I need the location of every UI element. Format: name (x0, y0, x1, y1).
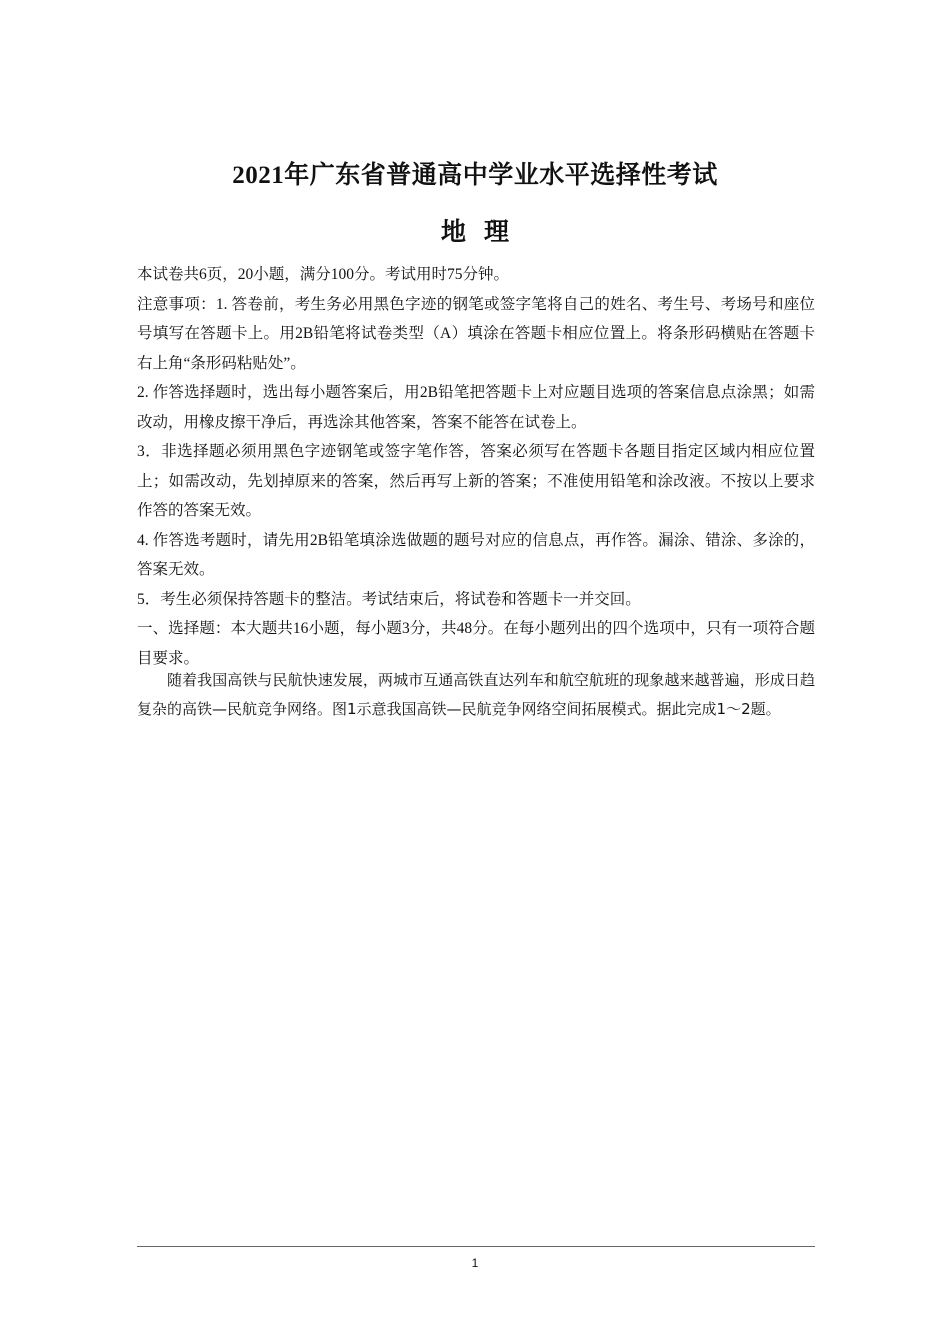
rule-item: 3．非选择题必须用黑色字迹钢笔或签字笔作答，答案必须写在答题卡各题目指定区域内相应位置上；如需改动，先划掉原来的答案，然后再写上新的答案；不准使用铅笔和涂改液。不按以上要求作答的答案无效。 (137, 443, 815, 519)
subject-heading: 地理 (440, 219, 527, 246)
passage-text: 随着我国高铁与民航快速发展，两城市互通高铁直达列车和航空航班的现象越来越普遍，形成日趋复杂的高铁—民航竞争网络。图1示意我国高铁—民航竞争网络空间拓展模式。据此完成1～2题。 (137, 671, 815, 718)
page-number: 1 (471, 1256, 479, 1270)
rule-item: 2. 作答选择题时，选出每小题答案后，用2B铅笔把答题卡上对应题目选项的答案信息点涂黑；如需改动，用橡皮擦干净后，再选涂其他答案，答案不能答在试卷上。 (137, 384, 815, 431)
footer-divider (137, 1246, 815, 1247)
section-heading: 一、选择题：本大题共16小题，每小题3分，共48分。在每小题列出的四个选项中，只有一项符合题目要求。 (137, 620, 815, 667)
exam-title: 2021年广东省普通高中学业水平选择性考试 (232, 162, 718, 189)
instructions-block (137, 260, 815, 673)
intro-line: 本试卷共6页，20小题，满分100分。考试用时75分钟。 (137, 266, 510, 283)
question-passage (137, 666, 815, 723)
rule-item: 5．考生必须保持答题卡的整洁。考试结束后，将试卷和答题卡一并交回。 (137, 590, 641, 608)
notice-paragraph: 注意事项：1. 答卷前，考生务必用黑色字迹的钢笔或签字笔将自己的姓名、考生号、考场号和座位号填写在答题卡上。用2B铅笔将试卷类型（A）填涂在答题卡相应位置上。将条形码横贴在答题卡右上角“条形码粘贴处”。 (137, 295, 815, 372)
rule-item: 4. 作答选考题时，请先用2B铅笔填涂选做题的题号对应的信息点，再作答。漏涂、错涂、多涂的，答案无效。 (137, 531, 815, 578)
